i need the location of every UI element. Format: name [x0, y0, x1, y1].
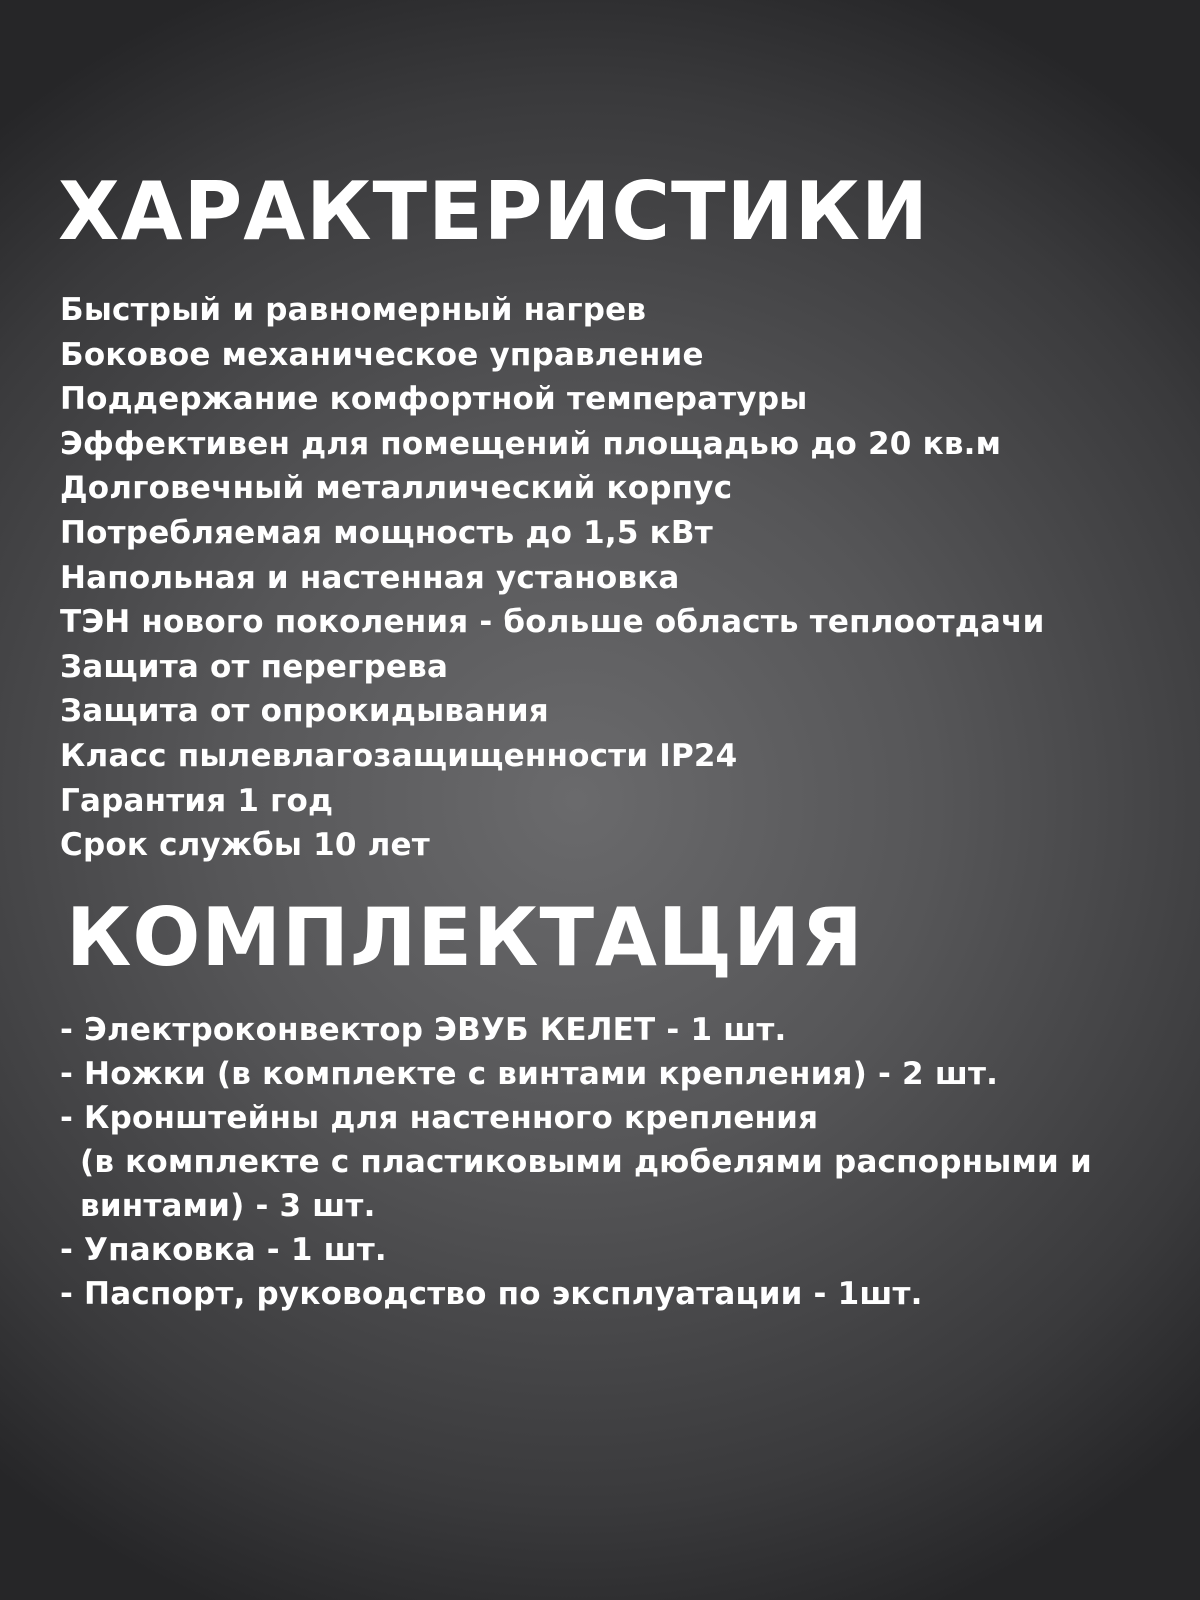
characteristic-item: Долговечный металлический корпус [60, 470, 733, 507]
kit-list [60, 1008, 1092, 1316]
characteristic-item: Защита от опрокидывания [60, 693, 549, 730]
characteristic-item: Напольная и настенная установка [60, 559, 680, 596]
kit-item [60, 1008, 1092, 1052]
kit-item-text: - Ножки (в комплекте с винтами крепления) - 2 шт. [60, 1056, 999, 1092]
characteristic-item: ТЭН нового поколения - больше область теплоотдачи [60, 604, 1045, 641]
kit-title: КОМПЛЕКТАЦИЯ [66, 891, 864, 984]
characteristic-item: Класс пылевлагозащищенности IP24 [60, 737, 738, 774]
characteristic-item: Срок службы 10 лет [60, 827, 430, 864]
kit-item-text: - Кронштейны для настенного крепления [60, 1100, 819, 1136]
characteristic-item: Эффективен для помещений площадью до 20 кв.м [60, 425, 1002, 462]
kit-item [60, 1096, 1092, 1228]
characteristic-item: Боковое механическое управление [60, 336, 704, 373]
characteristics-title: ХАРАКТЕРИСТИКИ [58, 165, 929, 258]
characteristic-item: Поддержание комфортной температуры [60, 381, 808, 418]
kit-item-continuation: винтами) - 3 шт. [80, 1188, 376, 1224]
kit-item-continuation: (в комплекте с пластиковыми дюбелями распорными и [80, 1144, 1092, 1180]
characteristic-item: Быстрый и равномерный нагрев [60, 292, 647, 328]
kit-item-text: - Упаковка - 1 шт. [60, 1232, 387, 1268]
kit-item [60, 1228, 1092, 1272]
characteristic-item: Защита от перегрева [60, 648, 449, 685]
kit-item [60, 1272, 1092, 1316]
kit-item-text: - Паспорт, руководство по эксплуатации - 1шт. [60, 1276, 923, 1312]
characteristic-item: Потребляемая мощность до 1,5 кВт [60, 514, 713, 551]
characteristic-item: Гарантия 1 год [60, 782, 334, 819]
kit-item [60, 1052, 1092, 1096]
characteristics-list [60, 288, 1045, 868]
kit-item-text: - Электроконвектор ЭВУБ КЕЛЕТ - 1 шт. [60, 1012, 787, 1048]
